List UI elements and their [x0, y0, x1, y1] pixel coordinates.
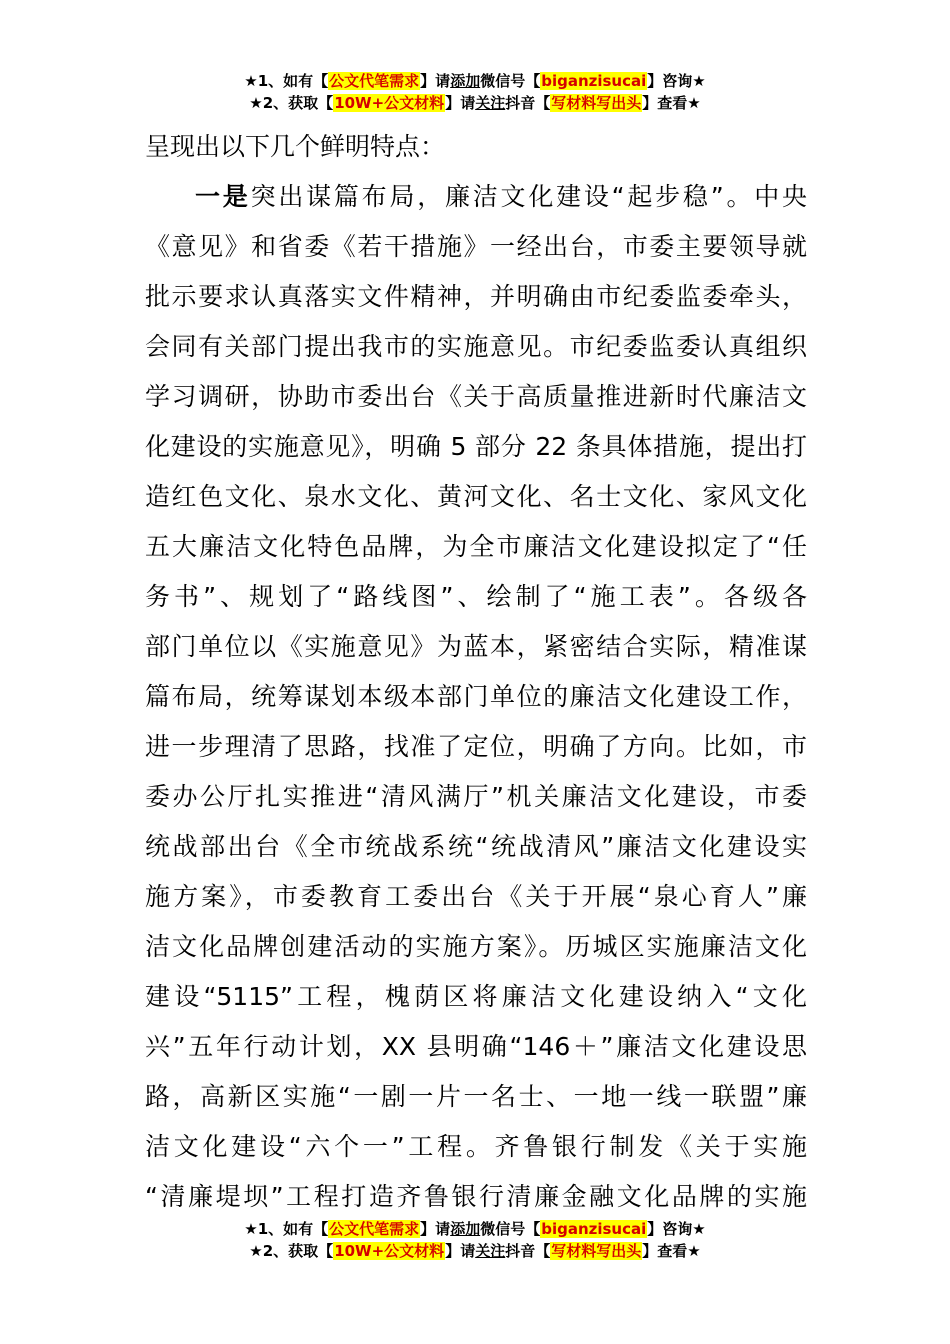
banner-emphasis: 添加: [450, 1220, 481, 1238]
paragraph-line: 五大廉洁文化特色品牌，为全市廉洁文化建设拟定了“任: [145, 532, 807, 561]
banner-text: 】查看★: [642, 1242, 701, 1260]
paragraph-line: 化建设的实施意见》，明确 5 部分 22 条具体措施，提出打: [145, 432, 807, 461]
banner-line-1: [0, 70, 950, 92]
paragraph-line: 会同有关部门提出我市的实施意见。市纪委监委认真组织: [145, 332, 807, 361]
banner-text: 微信号【: [480, 1220, 541, 1238]
banner-highlight: 写材料写出头: [551, 94, 642, 112]
paragraph-line: 造红色文化、泉水文化、黄河文化、名士文化、家风文化: [145, 482, 807, 511]
paragraph-line: 部门单位以《实施意见》为蓝本，紧密结合实际，精准谋: [145, 632, 807, 661]
paragraph-line: 建设“5115”工程，槐荫区将廉洁文化建设纳入“文化: [145, 982, 807, 1011]
banner-text: ★1、如有【: [244, 1220, 329, 1238]
banner-text: 】请: [445, 94, 476, 112]
banner-highlight: 写材料写出头: [551, 1242, 642, 1260]
paragraph-line: 篇布局，统筹谋划本级本部门单位的廉洁文化建设工作，: [145, 682, 807, 711]
paragraph-line: 统战部出台《全市统战系统“统战清风”廉洁文化建设实: [145, 832, 807, 861]
banner-line-1: [0, 1218, 950, 1240]
body-intro-line: 呈现出以下几个鲜明特点：: [145, 132, 446, 161]
footer-banner: [0, 1218, 950, 1262]
paragraph-line: 务书”、规划了“路线图”、绘制了“施工表”。各级各: [145, 582, 807, 611]
paragraph-line: 进一步理清了思路，找准了定位，明确了方向。比如，市: [145, 732, 807, 761]
banner-text: ★2、获取【: [249, 1242, 334, 1260]
banner-text: 】请: [445, 1242, 476, 1260]
banner-text: ★1、如有【: [244, 72, 329, 90]
banner-highlight: 10W+公文材料: [334, 94, 445, 112]
banner-line-2: [0, 1240, 950, 1262]
paragraph-line: 批示要求认真落实文件精神，并明确由市纪委监委牵头，: [145, 282, 807, 311]
banner-text: 抖音【: [505, 1242, 551, 1260]
paragraph-line: 洁文化品牌创建活动的实施方案》。历城区实施廉洁文化: [145, 932, 807, 961]
paragraph-line: 兴”五年行动计划，XX 县明确“146＋”廉洁文化建设思: [145, 1032, 807, 1061]
paragraph-line: 施方案》，市委教育工委出台《关于开展“泉心育人”廉: [145, 882, 807, 911]
banner-text: 】请: [420, 72, 451, 90]
banner-emphasis: 关注: [475, 94, 506, 112]
paragraph-line: 路，高新区实施“一剧一片一名士、一地一线一联盟”廉: [145, 1082, 807, 1111]
paragraph-line: 《意见》和省委《若干措施》一经出台，市委主要领导就: [145, 232, 807, 261]
banner-line-2: [0, 92, 950, 114]
banner-text: 】咨询★: [647, 1220, 706, 1238]
banner-emphasis: 关注: [475, 1242, 506, 1260]
banner-text: 】查看★: [642, 94, 701, 112]
paragraph-lead-label: 一是: [195, 182, 251, 211]
banner-text: 】咨询★: [647, 72, 706, 90]
paragraph-line: “清廉堤坝”工程打造齐鲁银行清廉金融文化品牌的实施: [145, 1182, 807, 1211]
paragraph-line: 委办公厅扎实推进“清风满厅”机关廉洁文化建设，市委: [145, 782, 807, 811]
header-banner: [0, 70, 950, 114]
banner-highlight: 公文代笔需求: [329, 72, 420, 90]
banner-text: 微信号【: [480, 72, 541, 90]
banner-emphasis: 添加: [450, 72, 481, 90]
banner-highlight: 10W+公文材料: [334, 1242, 445, 1260]
banner-text: ★2、获取【: [249, 94, 334, 112]
banner-highlight: biganzisucai: [541, 72, 647, 90]
paragraph-text: 突出谋篇布局，廉洁文化建设“起步稳”。中央: [250, 182, 807, 211]
banner-highlight: biganzisucai: [541, 1220, 647, 1238]
banner-text: 抖音【: [505, 94, 551, 112]
paragraph-line: 洁文化建设“六个一”工程。齐鲁银行制发《关于实施: [145, 1132, 807, 1161]
banner-text: 】请: [420, 1220, 451, 1238]
document-body: [145, 122, 807, 1222]
paragraph-line: 学习调研，协助市委出台《关于高质量推进新时代廉洁文: [145, 382, 807, 411]
paragraph-first-line: [145, 172, 807, 222]
banner-highlight: 公文代笔需求: [329, 1220, 420, 1238]
